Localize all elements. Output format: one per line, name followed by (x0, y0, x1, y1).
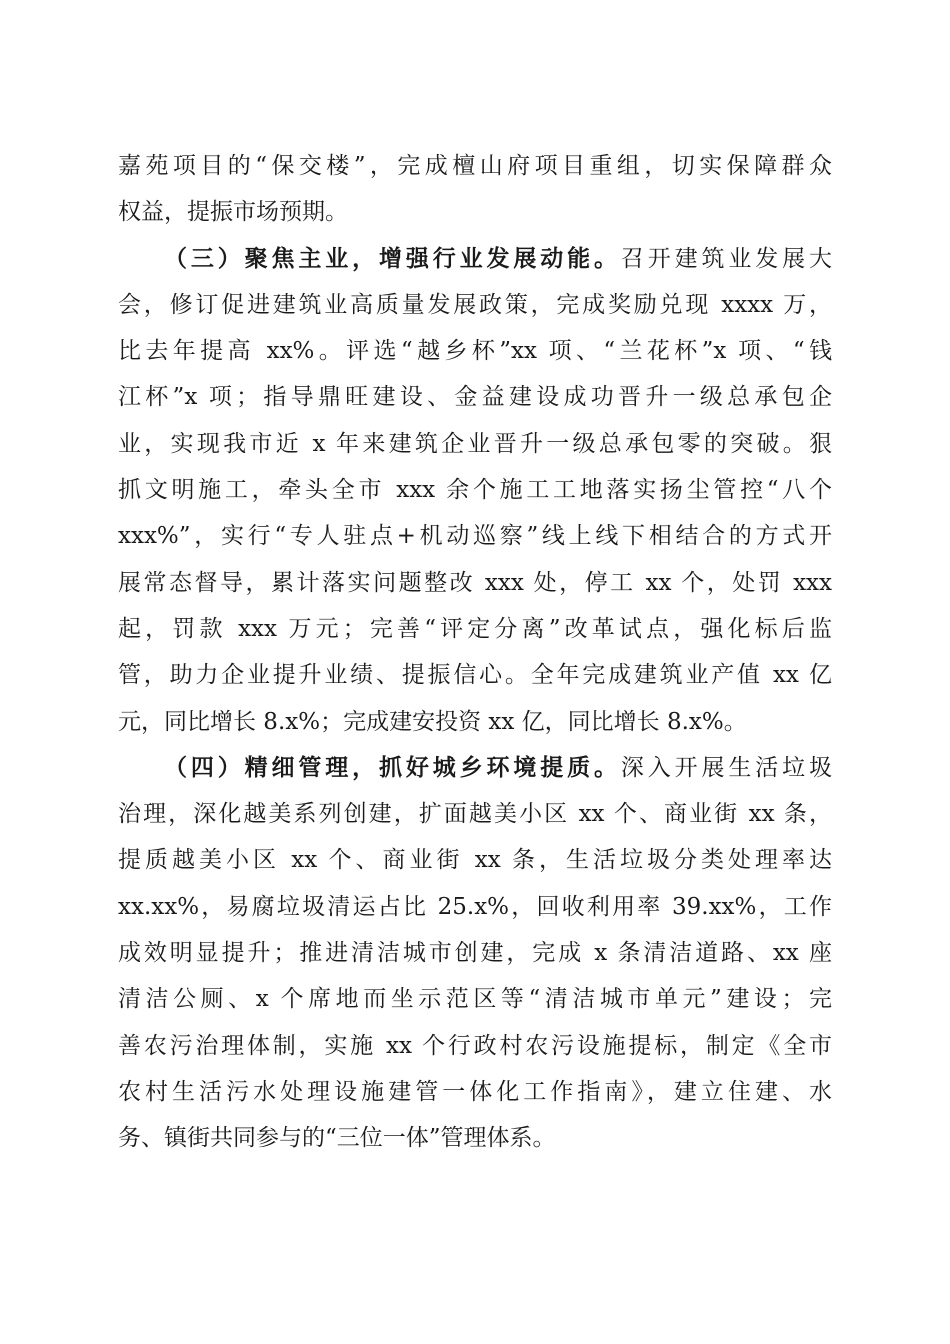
document-body (118, 143, 832, 1162)
text-line: 清洁公厕、x 个席地而坐示范区等“清洁城市单元”建设；完 (118, 986, 832, 1013)
text-line: 权益，提振市场预期。 (118, 199, 348, 226)
paragraph-section-4 (118, 745, 832, 1162)
text-line: 江杯”x 项；指导鼎旺建设、金益建设成功晋升一级总承包企 (118, 384, 832, 411)
text-line: 起，罚款 xxx 万元；完善“评定分离”改革试点，强化标后监 (118, 615, 832, 642)
text-line: 抓文明施工，牵头全市 xxx 余个施工工地落实扬尘管控“八个 (118, 477, 832, 504)
text-line: xx.xx%，易腐垃圾清运占比 25.x%，回收利用率 39.xx%，工作 (118, 893, 832, 920)
text-run: 召开建筑业发展大 (620, 245, 832, 272)
text-line: xxx%”，实行“专人驻点+机动巡察”线上线下相结合的方式开 (118, 523, 832, 550)
text-line: 务、镇街共同参与的“三位一体”管理体系。 (118, 1125, 556, 1152)
text-line: 展常态督导，累计落实问题整改 xxx 处，停工 xx 个，处罚 xxx (118, 569, 832, 596)
text-line: 农村生活污水处理设施建管一体化工作指南》，建立住建、水 (118, 1078, 832, 1105)
paragraph-continuation (118, 143, 832, 236)
text-line: 元，同比增长 8.x%；完成建安投资 xx 亿，同比增长 8.x%。 (118, 708, 747, 735)
text-line: 会，修订促进建筑业高质量发展政策，完成奖励兑现 xxxx 万， (118, 291, 832, 318)
text-line: 提质越美小区 xx 个、商业街 xx 条，生活垃圾分类处理率达 (118, 847, 832, 874)
text-line (118, 745, 832, 791)
text-line: 善农污治理体制，实施 xx 个行政村农污设施提标，制定《全市 (118, 1032, 832, 1059)
section-heading-4: （四）精细管理，抓好城乡环境提质。 (164, 753, 621, 781)
text-line: 管，助力企业提升业绩、提振信心。全年完成建筑业产值 xx 亿 (118, 662, 832, 689)
text-line: 业，实现我市近 x 年来建筑企业晋升一级总承包零的突破。狠 (118, 430, 832, 457)
text-line: 比去年提高 xx%。评选“越乡杯”xx 项、“兰花杯”x 项、“钱 (118, 338, 832, 365)
text-run: 深入开展生活垃圾 (620, 754, 832, 781)
text-line: 成效明显提升；推进清洁城市创建，完成 x 条清洁道路、xx 座 (118, 940, 832, 967)
text-line: 嘉苑项目的“保交楼”，完成檀山府项目重组，切实保障群众 (118, 153, 832, 179)
text-line (118, 236, 832, 282)
text-line: 治理，深化越美系列创建，扩面越美小区 xx 个、商业街 xx 条， (118, 801, 832, 828)
paragraph-section-3 (118, 236, 832, 745)
section-heading-3: （三）聚焦主业，增强行业发展动能。 (164, 244, 621, 272)
